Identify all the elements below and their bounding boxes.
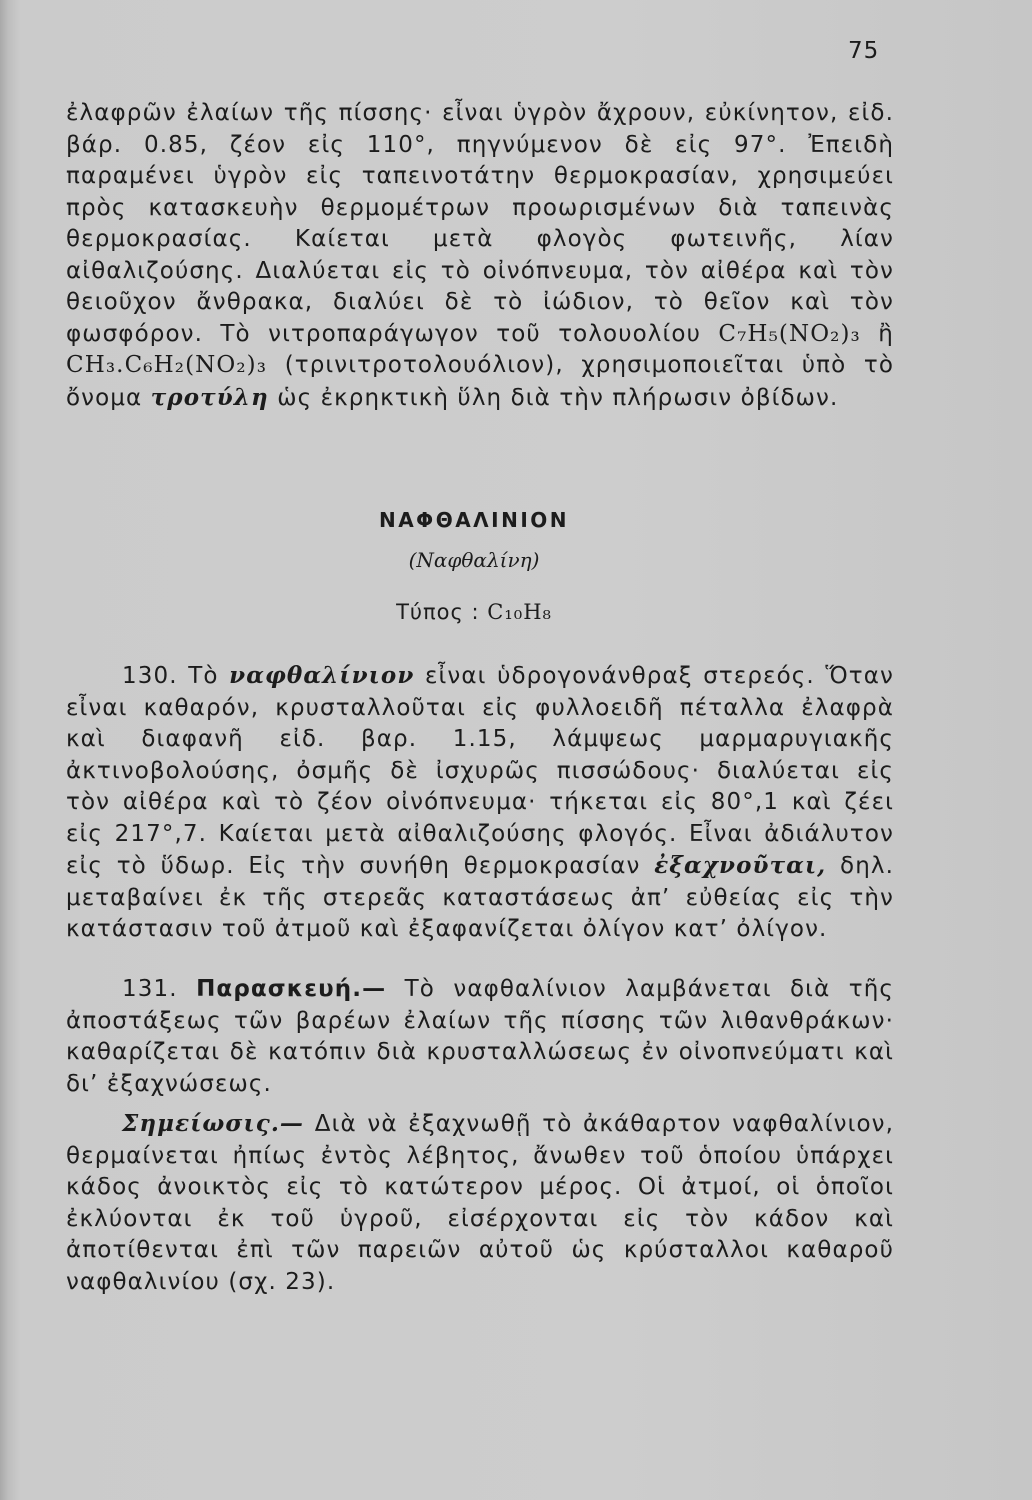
note-body: Διὰ νὰ ἐξαχνωθῇ τὸ ἀκάθαρτον ναφθαλίνιον, θερμαίνεται ἠπίως ἐντὸς λέβητος, ἄνωθεν τοῦ ὁποίου ὑπάρχει κάδος ἀνοικτὸς εἰς τὸ κατώτερον μέρος. Οἱ ἀτμοί, οἱ ὁποῖοι ἐκλύονται ἐκ τοῦ ὑγροῦ, εἰσέρχονται εἰς τὸν κάδον καὶ ἀποτίθενται ἐπὶ τῶν παρειῶν αὐτοῦ ὡς κρύσταλλοι καθαροῦ ναφθαλινίου (σχ. 23). xyxy=(66,1111,894,1295)
formula-label: Τύπος : xyxy=(396,600,480,624)
note-paragraph xyxy=(66,1108,894,1298)
continuation-paragraph xyxy=(66,98,894,414)
paragraph-number: 131. xyxy=(122,976,178,1002)
term-sublimates: ἐξαχνοῦται, xyxy=(654,852,827,879)
note-heading: Σημείωσις.— xyxy=(122,1110,305,1137)
paragraph-131 xyxy=(66,974,894,1100)
section-subtitle: (Ναφθαλίνη) xyxy=(408,548,540,572)
or-word: ἢ xyxy=(878,320,894,347)
formula-trinitrotoluene-1: C₇H₅(NO₂)₃ xyxy=(718,320,861,347)
paragraph-body: εἶναι ὑδρογονάνθραξ στερεός. Ὅταν εἶναι καθαρόν, κρυσταλλοῦται εἰς φυλλοειδῆ πέταλλα ἐλαφρὰ καὶ διαφανῆ εἰδ. βαρ. 1.15, λάμψεως μαρμαρυγιακῆς ἀκτινοβολούσης, ὀσμῆς δὲ ἰσχυρῶς πισσώδους· διαλύεται εἰς τὸν αἰθέρα καὶ τὸ ζέον οἰνόπνευμα· τήκεται εἰς 80°,1 καὶ ζέει εἰς 217°,7. Καίεται μετὰ αἰθαλιζούσης φλογός. Εἶναι ἀδιάλυτον εἰς τὸ ὕδωρ. Εἰς τὴν συνήθη θερμοκρασίαν xyxy=(66,663,894,879)
term-trotyl: τροτύλη xyxy=(150,383,269,411)
paragraph-heading: Παρασκευή.— xyxy=(196,976,387,1002)
continuation-text-2: (τρινιτροτολουόλιον), χρησιμοποιεῖται ὑπὸ τὸ ὄνομα xyxy=(66,352,894,411)
paragraph-lead: Τὸ xyxy=(188,663,219,689)
paragraph-body-2: δηλ. μεταβαίνει ἐκ τῆς στερεᾶς καταστάσεως ἀπ’ εὐθείας εἰς τὴν κατάστασιν τοῦ ἀτμοῦ καὶ ἐξαφανίζεται ὀλίγον κατ’ ὀλίγον. xyxy=(66,853,895,942)
term-naphthalene: ναφθαλίνιον xyxy=(229,662,415,689)
continuation-text: ἐλαφρῶν ἐλαίων τῆς πίσσης· εἶναι ὑγρὸν ἄχρουν, εὐκίνητον, εἰδ. βάρ. 0.85, ζέον εἰς 110°, πηγνύμενον δὲ εἰς 97°. Ἐπειδὴ παραμένει ὑγρὸν εἰς ταπεινοτάτην θερμοκρασίαν, χρησιμεύει πρὸς κατασκευὴν θερμομέτρων προωρισμένων διὰ ταπεινὰς θερμοκρασίας. Καίεται μετὰ φλογὸς φωτεινῆς, λίαν αἰθαλιζούσης. Διαλύεται εἰς τὸ οἰνόπνευμα, τὸν αἰθέρα καὶ τὸν θειοῦχον ἄνθρακα, διαλύει δὲ τὸ ἰώδιον, τὸ θεῖον καὶ τὸν φωσφόρον. Τὸ νιτροπαράγωγον τοῦ τολουολίου xyxy=(66,100,894,347)
continuation-text-end: ὡς ἐκρηκτικὴ ὕλη διὰ τὴν πλήρωσιν ὀβίδων. xyxy=(277,384,839,411)
formula-naphthalene: C₁₀H₈ xyxy=(487,600,552,624)
page-number: 75 xyxy=(848,38,880,64)
paragraph-number: 130. xyxy=(122,663,178,689)
paragraph-body: Τὸ ναφθαλίνιον λαμβάνεται διὰ τῆς ἀποστάξεως τῶν βαρέων ἐλαίων τῆς πίσσης τῶν λιθανθράκων· καθαρίζεται δὲ κατόπιν διὰ κρυσταλλώσεως ἐν οἰνοπνεύματι καὶ δι’ ἐξαχνώσεως. xyxy=(66,976,894,1097)
section-formula xyxy=(0,600,948,624)
section-title: ΝΑΦΘΑΛΙΝΙΟΝ xyxy=(378,508,570,532)
formula-trinitrotoluene-2: CH₃.C₆H₂(NO₂)₃ xyxy=(66,352,268,378)
paragraph-130 xyxy=(66,660,894,946)
